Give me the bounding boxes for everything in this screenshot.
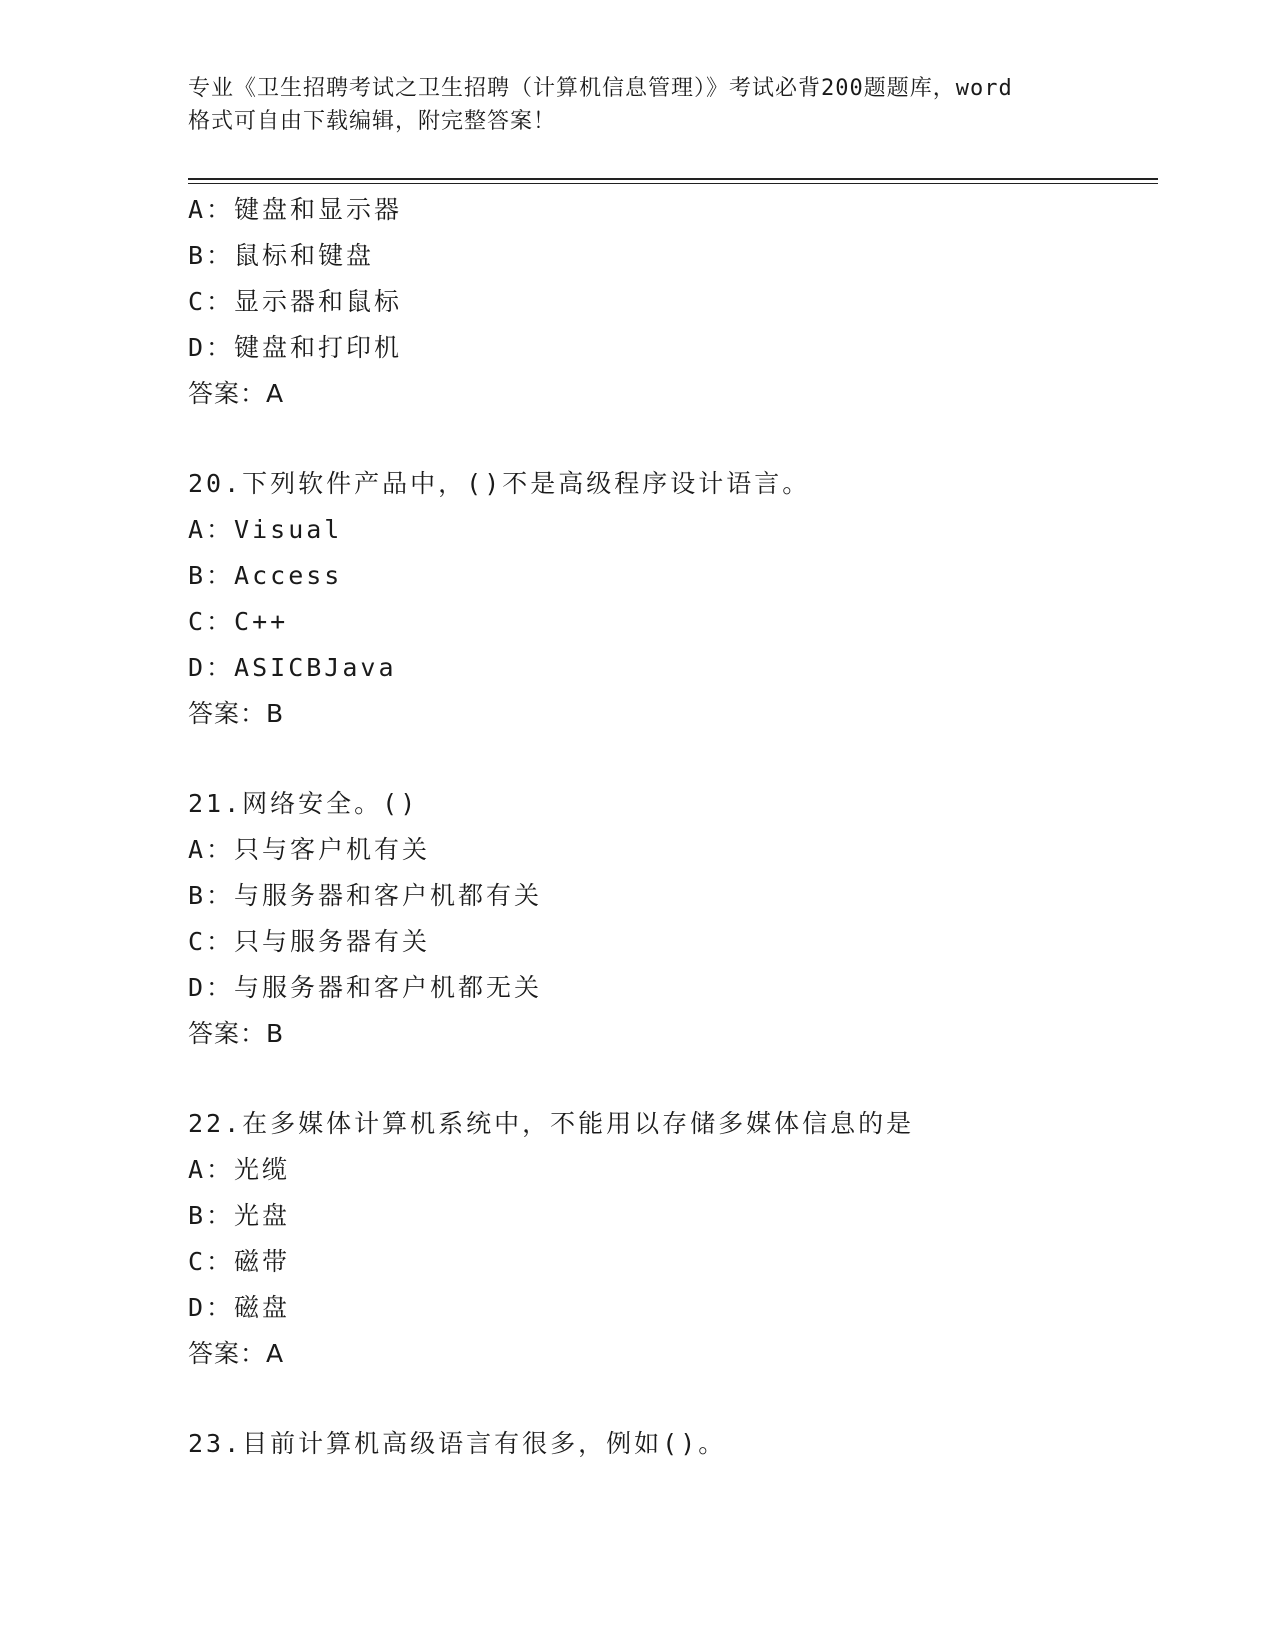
header-line-2: 格式可自由下载编辑，附完整答案！ [188, 109, 557, 134]
option-b: B：Access [188, 561, 343, 590]
option-c: C：C++ [188, 607, 289, 636]
option-a: A：光缆 [188, 1155, 291, 1184]
question-text: 21.网络安全。() [188, 789, 419, 818]
question-text: 20.下列软件产品中，()不是高级程序设计语言。 [188, 469, 811, 498]
question-list [188, 187, 1158, 1467]
header-line-1: 专业《卫生招聘考试之卫生招聘（计算机信息管理）》考试必背200题题库，word [188, 76, 1013, 101]
document-header [188, 72, 1108, 138]
option-d: D：与服务器和客户机都无关 [188, 973, 543, 1002]
option-a: A：键盘和显示器 [188, 195, 403, 224]
question-text: 22.在多媒体计算机系统中，不能用以存储多媒体信息的是 [188, 1109, 915, 1138]
question-19 [188, 187, 1158, 417]
header-divider-thin [188, 183, 1158, 184]
question-20 [188, 461, 1158, 737]
option-c: C：磁带 [188, 1247, 291, 1276]
spacer [188, 1377, 1158, 1421]
option-a: A：Visual [188, 515, 343, 544]
spacer [188, 737, 1158, 781]
question-21 [188, 781, 1158, 1057]
option-b: B：与服务器和客户机都有关 [188, 881, 543, 910]
answer-19: 答案：A [188, 379, 285, 408]
option-c: C：显示器和鼠标 [188, 287, 403, 316]
option-b: B：鼠标和键盘 [188, 241, 375, 270]
question-22 [188, 1101, 1158, 1377]
question-text: 23.目前计算机高级语言有很多，例如()。 [188, 1429, 727, 1458]
option-d: D：键盘和打印机 [188, 333, 403, 362]
option-a: A：只与客户机有关 [188, 835, 431, 864]
answer-22: 答案：A [188, 1339, 285, 1368]
option-d: D：磁盘 [188, 1293, 291, 1322]
question-23 [188, 1421, 1158, 1467]
header-divider-thick [188, 178, 1158, 180]
option-b: B：光盘 [188, 1201, 291, 1230]
answer-20: 答案：B [188, 699, 285, 728]
option-d: D：ASICBJava [188, 653, 397, 682]
option-c: C：只与服务器有关 [188, 927, 431, 956]
spacer [188, 1057, 1158, 1101]
answer-21: 答案：B [188, 1019, 285, 1048]
spacer [188, 417, 1158, 461]
